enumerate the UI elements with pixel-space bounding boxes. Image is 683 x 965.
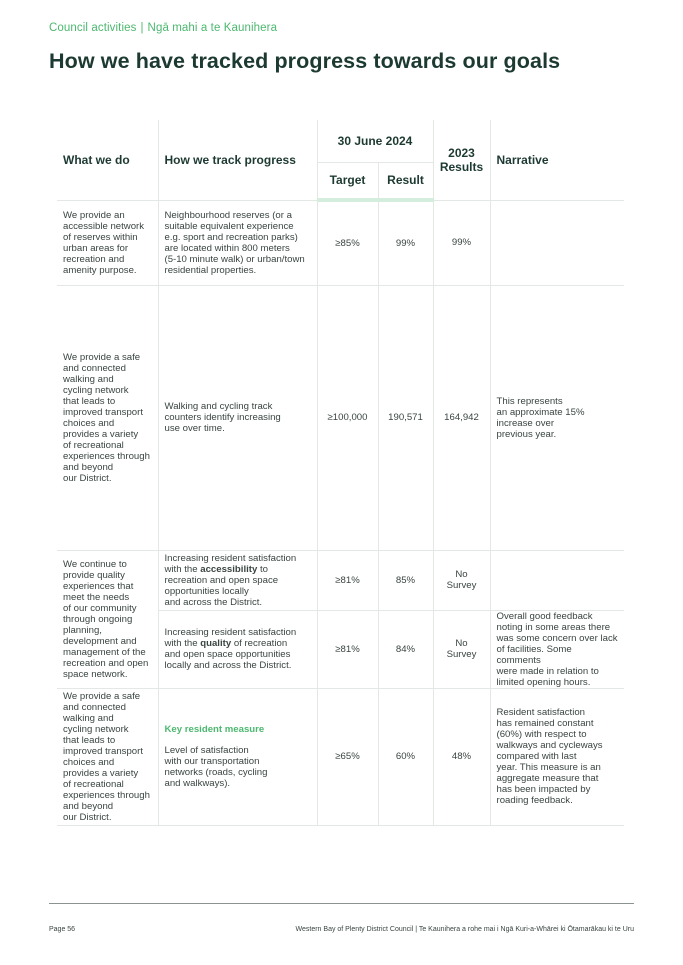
- cell-how: Walking and cycling track counters identify increasing use over time.: [158, 285, 317, 550]
- cell-prior: No Survey: [433, 610, 490, 688]
- table-row: [57, 285, 624, 550]
- cell-narrative: Resident satisfaction has remained constant (60%) with respect to walkways and cycleways compared with last year. This measure is an aggregate measure that has been impacted by roading feedback.: [490, 688, 624, 825]
- footer-organisation: Western Bay of Plenty District Council | Te Kaunihera a rohe mai i Ngā Kuri-a-Whārei ki Ōtamarākau ki te Uru: [295, 926, 634, 933]
- cell-narrative: Overall good feedback noting in some areas there was some concern over lack of facilities. Some comments were made in relation to limited opening hours.: [490, 610, 624, 688]
- how-text: Level of satisfaction with our transportation networks (roads, cycling and walkways).: [164, 745, 268, 789]
- how-text: Increasing resident satisfaction with the: [164, 627, 297, 649]
- key-measure-label: Key resident measure: [164, 724, 265, 735]
- footer-divider: [49, 903, 634, 904]
- progress-table: [57, 120, 624, 826]
- breadcrumb-section-maori: Ngā mahi a te Kaunihera: [147, 22, 278, 34]
- breadcrumb-section: Council activities: [49, 22, 137, 34]
- how-text: of recreation and open space opportunities locally and across the District.: [164, 638, 292, 671]
- header-row: [57, 120, 624, 162]
- cell-prior: 164,942: [433, 285, 490, 550]
- cell-target: ≥100,000: [317, 285, 378, 550]
- cell-result: 99%: [378, 200, 433, 285]
- cell-prior: 48%: [433, 688, 490, 825]
- header-target: Target: [317, 162, 378, 200]
- cell-result: 84%: [378, 610, 433, 688]
- header-narrative: Narrative: [490, 120, 624, 200]
- table-row: [57, 688, 624, 825]
- header-prior-results: 2023 Results: [433, 120, 490, 200]
- how-text: to recreation and open space opportunities locally and across the District.: [164, 563, 279, 608]
- cell-prior: 99%: [433, 200, 490, 285]
- how-text: Increasing resident satisfaction with the: [164, 552, 297, 575]
- cell-what: We provide an accessible network of reserves within urban areas for recreation and amenity purpose.: [57, 200, 158, 285]
- cell-how: [158, 610, 317, 688]
- how-emphasis: accessibility: [200, 563, 258, 575]
- cell-what: We provide a safe and connected walking and cycling network that leads to improved transport choices and provides a variety of recreational experiences through and beyond our District.: [57, 285, 158, 550]
- cell-narrative: This represents an approximate 15% increase over previous year.: [490, 285, 624, 550]
- how-emphasis: quality: [200, 638, 232, 649]
- cell-narrative: [490, 550, 624, 610]
- header-result: Result: [378, 162, 433, 200]
- cell-what: We continue to provide quality experiences that meet the needs of our community through ongoing planning, development and management of the recreation and open space network.: [57, 550, 158, 688]
- header-period: 30 June 2024: [317, 120, 433, 162]
- cell-what: We provide a safe and connected walking and cycling network that leads to improved transport choices and provides a variety of recreational experiences through and beyond our District.: [57, 688, 158, 825]
- cell-result: 190,571: [378, 285, 433, 550]
- table-row: [57, 550, 624, 610]
- cell-result: 60%: [378, 688, 433, 825]
- cell-result: 85%: [378, 550, 433, 610]
- cell-target: ≥85%: [317, 200, 378, 285]
- cell-target: ≥65%: [317, 688, 378, 825]
- cell-how: [158, 688, 317, 825]
- page-title: How we have tracked progress towards our goals: [49, 49, 561, 73]
- cell-target: ≥81%: [317, 550, 378, 610]
- cell-how: Neighbourhood reserves (or a suitable equivalent experience e.g. sport and recreation parks) are located within 800 meters (5-10 minute walk) or urban/town residential properties.: [158, 200, 317, 285]
- cell-target: ≥81%: [317, 610, 378, 688]
- breadcrumb-separator: |: [140, 22, 144, 34]
- header-what-we-do: What we do: [57, 120, 158, 200]
- cell-narrative: [490, 200, 624, 285]
- table-row: [57, 200, 624, 285]
- header-how-we-track: How we track progress: [158, 120, 317, 200]
- page-number: Page 56: [49, 926, 76, 933]
- breadcrumb: [49, 22, 277, 34]
- cell-how: [158, 550, 317, 610]
- cell-prior: No Survey: [433, 550, 490, 610]
